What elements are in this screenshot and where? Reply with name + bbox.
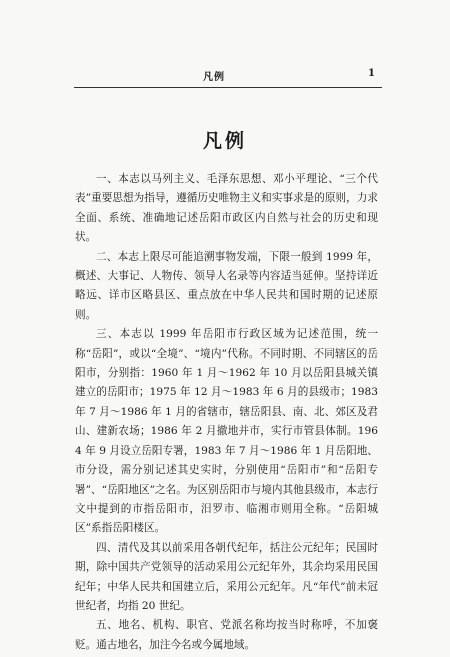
body-text (75, 170, 378, 655)
paragraph-4: 四、清代及其以前采用各朝代纪年，括注公元纪年；民国时期，除中国共产党领导的活动采用公元纪年外，其余均采用民国纪年；中华人民共和国建立后，采用公元纪年。凡“年代”前未冠世纪者，均指 20 世纪。 (75, 541, 378, 612)
paragraph-2: 二、本志上限尽可能追溯事物发端，下限一般到 1999 年，概述、大事记、人物传、领导人名录等内容适当延伸。坚持详近略远、详市区略县区、重点放在中华人民共和国时期的记述原则。 (75, 250, 378, 321)
page-number: 1 (368, 68, 375, 79)
paragraph-1: 一、本志以马列主义、毛泽东思想、邓小平理论、“三个代表”重要思想为指导，遵循历史唯物主义和实事求是的原则，力求全面、系统、准确地记述岳阳市政区内自然与社会的历史和现状。 (75, 173, 378, 244)
running-header (0, 68, 450, 83)
chapter-title: 凡例 (202, 130, 247, 152)
header-rule (74, 87, 382, 88)
paragraph-5: 五、地名、机构、职官、党派名称均按当时称呼，不加褒贬。通古地名，加注今名或今属地域。 (75, 619, 378, 651)
paragraph-3: 三、本志以 1999 年岳阳市行政区域为记述范围，统一称“岳阳”，或以“全境”、“境内”代称。不同时期、不同辖区的岳阳市，分别指：1960 年 1 月～1962 年 10 月以岳阳县城关镇建立的岳阳市；1975 年 12 月～1983 年 6 月的县级市；1983 年 7 月～1986 年 1 月的省辖市，辖岳阳县、南、北、郊区及君山、建新农场；1986 年 2 月撤地并市，实行市管县体制。1964 年 9 月设立岳阳专署，1983 年 7 月～1986 年 1 月岳阳地、市分设，需分别记述其史实时，分别使用“岳阳市”和“岳阳专署”、“岳阳地区”之名。为区别岳阳市与境内其他县级市，本志行文中提到的市指岳阳市，汨罗市、临湘市则用全称。“岳阳城区”系指岳阳楼区。 (75, 328, 378, 535)
running-title: 凡例 (203, 72, 225, 83)
